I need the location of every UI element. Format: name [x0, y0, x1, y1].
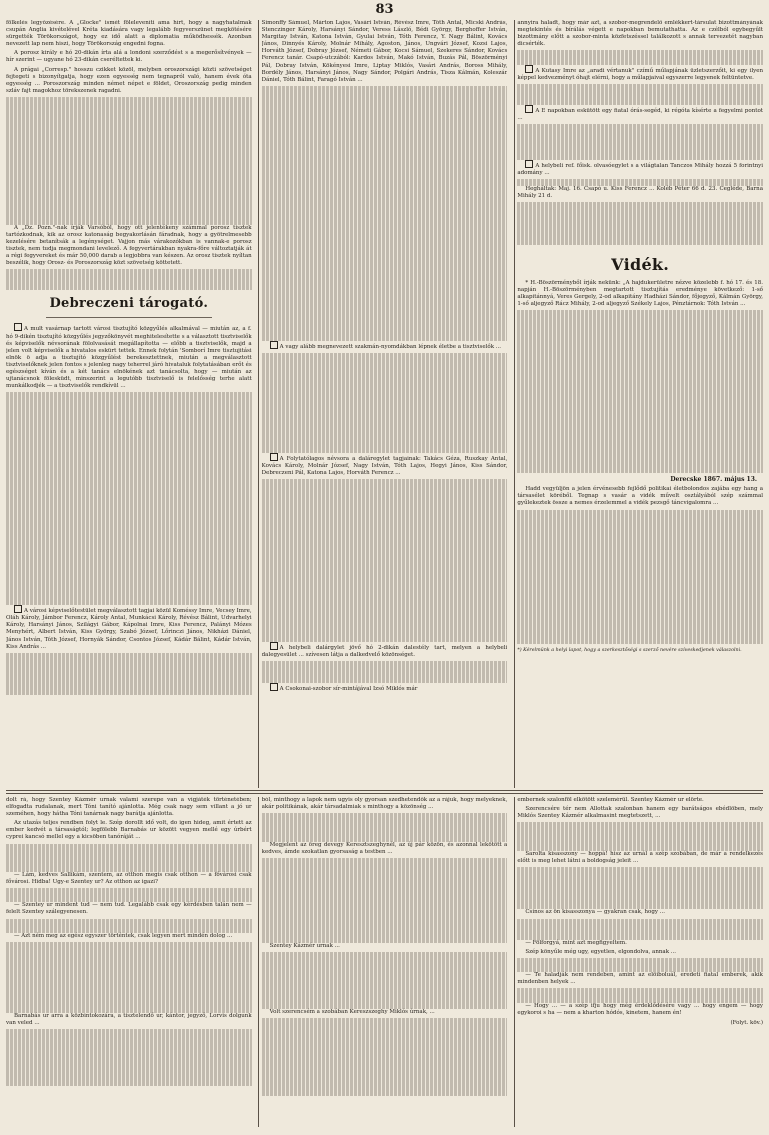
checkbox-glyph [270, 453, 278, 461]
paragraph: A vagy alább megnevezett szakmán-nyomdákban lépnek életbe a tisztviselők ... [262, 341, 508, 351]
paragraph: fölkelés legyőzésére. A „Glocke" ismét föleleveníti ama hírt, hogy a nagyhatalmak csupán Anglia kivételével Kréta kiadására vagy legalább fegyverszünet megkötésére sürgették Törökországot, hogy ez idő alatt a diplomatia működhessék. Azonban nevezett lap nem hiszi, hogy Törökország engedni fogna. [6, 20, 252, 48]
checkbox-glyph [270, 683, 278, 691]
column-1 [6, 20, 252, 788]
column-3 [517, 20, 763, 788]
paragraph: A Folytatólagos névsora a daláregylet tagjainak: Takács Géza, Ruszkay Antal, Kovács Károly, Molnár József, Nagy István, Tóth Lajos, Hegyi János, Kiss Sándor, Debreczeni Pál, Katona Lajos, Horváth Ferencz ... [262, 453, 508, 477]
checkbox-glyph [14, 323, 22, 331]
paragraph: * H.-Böszörményből írják nekünk: „A hajdukerületre nézve közelebb f. hó 17. és 18. napján H.-Böszörményben megtartott tisztujítás eredménye következő: 1-ső alkapitánnyá, Veres Gergely, 2-od alkapitány Hadházi Sándor, főjegyző, Kálmán György, 1-ső aljegyző Rácz Mihály, 2-od aljegyző Székely Lajos, Pénztárnok: Tóth István ... [517, 279, 763, 307]
paragraph: A Kutasy Imre az „aradi vértanuk" czímű műlapjának üzletszerzőit, ki egy ilyen képpel kedvezményt óhajt elérni, hogy a műlapjaival egyszerre legyenek feltüntetve. [517, 65, 763, 82]
paragraph: ból, minthogy a lapok nem ugyis oly gyorsan szedhetendők az a rájuk, hogy melyeknek, akár politikának, akár társadalmiak s minthogy a közönség ... [261, 797, 508, 811]
paragraph: — Te haladják nem rendeben, amint az elöiboluál, eredeti fiatal emberek, akik mindenben helyek ... [517, 972, 763, 986]
paragraph: Megjelent az öreg devegy Keresztszeghynél, az új pár közön, és azonnal lekötött a kedves, ámde szokatlan gyorsaság a testben ... [261, 841, 508, 855]
section-rule [6, 790, 763, 791]
page-number: 83 [375, 2, 394, 17]
section-heading-videk: Vidék. [611, 254, 670, 274]
paragraph: Hegháltak: Maj. 16. Csapó u. Kiss Ferencz ... Koléb Péter 66 d. 23. Cegléde, Barna Mihály 21 d. [517, 185, 763, 200]
paragraph: — Lám, kedves Sallikám, szentem, az otthon megis csak otthon — a fővárosi csak fővárosi. Hidba! Ugy-e Szentey ur? Az otthon az igazi? [6, 871, 252, 886]
paragraph: Csinos az ön kisasszonya — gyakran csak, hogy ... [525, 909, 665, 916]
paragraph: A porosz király e hó 20-dikán írta alá a londoni szerződést s a megerősítvények — hír szerint — ugyane hó 23-dikán cseréltettek ki. [6, 50, 252, 64]
paragraph: — Fölforgyá, mint azt megfigyeltem. [525, 939, 627, 946]
paragraph: A helybeli dalárgylet jövő hó 2-dikán dalestély tart, melyen a helybeli dalegyesület ... szívesen látja a dalkedvelő közönséget. [262, 642, 508, 659]
feuilleton-area [6, 797, 763, 1127]
dateline: Derecske 1867. május 13. [670, 476, 757, 484]
paragraph: Szentey Kázmér urnak ... [269, 942, 340, 949]
paragraph: Simonffy Sámuel, Márton Lajos, Vasári István, Révész Imre, Tóth Antal, Micski András, Stenczinger Károly, Harsányi Sándor, Veress László, Bédi György, Berghoffer István, Margitay István, Katona István, Gyulai István, Tóth Ferencz, Y. Nagy Bálint, Kovács János, Dinnyés Károly, Molnár Mihály, Agoston, János, Ungvári József, Kozsi Lajos, Horváth József, Dobray József, Németi Gábor, Kocsi Sámuel, Szekeres Sándor, Kovács Ferencz tanár. Csapó-utczából: Kardos István, Makó István, Buzás Pál, Böszörményi Pál, Dobray István, Kökényesi Imre, Liptay Miklós, Vasári András, Boross Mihály, Bordély János, Harsányi János, Nagy Sándor, Polgári András, Tisza Kálmán, Koleszár Dániel, Tóth Bálint, Faragó István ... [261, 20, 508, 83]
paragraph: — Hogy ... — a szép ifju hogy még érdeklődésére vagy ... hogy engem — hogy egykoroi s ha — nem a kharton hódós, kinetem, hanem én! [517, 1002, 763, 1016]
column-2 [262, 20, 508, 788]
paragraph: A „Dz. Pozn."-nak írják Varsóból, hogy ott jelentékeny számmal porosz tisztek tartózkodnak, kik az orosz katonaság begyakorlásán fáradnak, hogy a gyötrelmesebb kezelésére betanítsák a legénységet. Vajjon más várakozókban is vannak-e porosz tisztek, nem tudja megmondani levelező. A fegyvertárakban nyakra-főre változtatják át a régi fegyvereket és már 50,000 darab a legjobbra van készen. Az orosz tisztek nyíltan beszélik, hogy Orosz- és Poroszország közt szövetség köttetett. [6, 224, 252, 267]
divider [46, 317, 212, 318]
checkbox-glyph [525, 105, 533, 113]
paragraph: Hadd vegyüljön a jelen érvénesebb fejlődő politikai életbolondos zajába egy hang a társasélet köréből. Tegnap s vasár a vidék művelt osztályából szép számmal gyűlekeztek össze a nemes érzelemmel a vidék pezsgő táncvigalomra ... [517, 486, 763, 507]
paragraph: Volt szerencsém a szobában Kereszszeghy Miklós úrnak, ... [269, 1008, 435, 1015]
paragraph: A E napokban eskütött egy fiatal órás-segéd, ki régóta kísérte a fegyelmi pontot ... [517, 105, 763, 122]
paragraph: Szép könyűle még ugy, egyetlen, elgondolva, annak ... [525, 948, 677, 955]
paragraph: Barnabás ur arra a közbintokozára, a tisztelendő ur, kántor, jegyző, Lorvis dolgunk van veled ... [6, 1012, 252, 1026]
article-area [6, 20, 763, 788]
paragraph: — Azt ném meg az egész egyszer történtek, csak legyen mert mindén dolog ... [14, 932, 233, 939]
paragraph: dolt rá, hogy Szentey Kázmér urnak valami szerepe van a vígjáték történetében; elfogadta rudalanak, mert Tóni tanító ajánlotta. Még csak nagy sem villant a jó ur szeméhen, hogy hátha Tóni tanárnak nagy barátja ajánlotta. [6, 797, 252, 818]
checkbox-glyph [270, 642, 278, 650]
checkbox-glyph [525, 65, 533, 73]
feuilleton-column-2 [262, 797, 508, 1127]
paragraph: A mult vasárnap tartott városi tisztujító közgyűlés alkalmával — miután az, a f. hó 9-dikén tisztujító közgyűlés jegyzőkönyvét meghitelesítette s a választott tisztviselők és képviselők névsorának fölolvasását megállapította — előbb a tisztviselők, majd a jelen volt képviselők a hivatalos eskürt tettek. Ennek folytán 'Somborí Imre tisztujitási elnök ö adja a tisztujító közgyűlést berekesztettnek, miután a megválasztott tisztviselőknek jelen fontos s jelenleg nagy teherrel járó hivataluk folytatásában erőt és egészséget kíván és a két tanács elnökének azt tanácsolta, hogy — miután az ujtanácsnok fölesküdt, minszerint a legutóbb tisztviselő is felelősség terhe alatt munkálkodjék — a tisztviselők rendkívül ... [6, 323, 252, 390]
paragraph: annyira haladt, hogy már azt, a szobor-megrendelő emlékkert-társulat bizottmányának megtekintés és bírálás végett e napokban bemutathatta. Az e czélból egybegyűlt bizottmány előtt a szobor-minta közfetszéssel találkozott s annak tervezetét nagyban dicsérték. [517, 20, 763, 48]
feuilleton-column-1 [6, 797, 252, 1127]
paragraph: A városi képviselőtestület megválasztott tagjai közül Koméssy Imre, Vecsey Imre, Oláh Károly, Jámbor Ferencz, Károly Antal, Munkácsi Károly, Révész Bálint, Udvarhelyi Károly, Harsányi János, Szilágyi Gábor, Kápolnai Imre, Kiss Ferencz, Palányi Mózes Menyhért, Albert István, Kiss György, Szabó József, Lőrinczi János, Nikházi Dániel, János István, Tóth József, Hornyák Sándor, Csontos József, Kádár Bálint, Kádár István, Kiss András ... [6, 605, 252, 651]
paragraph: Az utazás teljes rendben folyt le. Szép dorollt idő volt, do igen hideg, amit értett az ember kedvét a társaságtól; legfölebb Barnabás ur között vegyen mellé egy úrbért cyprei kancsó mellel egy a kicsöben tanóráját ... [6, 820, 252, 841]
feuilleton-column-3 [517, 797, 763, 1127]
paragraph: — Szentey ur mindent tud — nem tud. Legalább csak egy kérdésben talán nem — felelt Szentey szálegyenesen. [6, 902, 252, 916]
paragraph: A helybeli ref. főisk. olvasóegylet s a világtalan Tanczos Mihály hozzá 5 forintnyi adomány ... [517, 160, 763, 177]
paragraph: embernek szalonföl elkötött szelemérül. Szentey Kázmér ur elörte. [517, 797, 704, 803]
checkbox-glyph [14, 605, 22, 613]
checkbox-glyph [525, 160, 533, 168]
paragraph: A prágai „Corresp." hosszu czikket közöl, melyben oroszországi közti szövetséget fejtegeti s bizonyítgatja, hogy ezen egyesség nem tegnapról való, hanem évek óta egyesség ... Poroszország minden német népet e földet, Oroszország pedig minden szláv fajt magokhoz törekszenek ragadni. [6, 66, 252, 94]
section-rule [6, 793, 763, 794]
paragraph: A Csokonai-szobor sír-mintájával Izsó Miklós már [262, 683, 508, 693]
paragraph: Szerencsére tér nem Allottak szalonban hanem egy barátságos ebédlöben, mely Miklós Szentey Kázmér alkalmasint megtetszett, ... [517, 806, 763, 820]
checkbox-glyph [270, 341, 278, 349]
footnote: *) Kérelmünk a helyi lapot, hogy a szerkesztőségi s szerző nevére szíveskedjenek válaszolni. [517, 648, 742, 654]
section-heading-debreczeni: Debreczeni tárogató. [49, 296, 209, 312]
paragraph: Sarolta kisasszony — hoppá! hisz az urnál a szép szobában, de már a rendelkezés előtt is meg lehet látni a boldogság jeleit ... [517, 850, 763, 864]
continued-note: (Folyt. köv.) [730, 1019, 763, 1026]
